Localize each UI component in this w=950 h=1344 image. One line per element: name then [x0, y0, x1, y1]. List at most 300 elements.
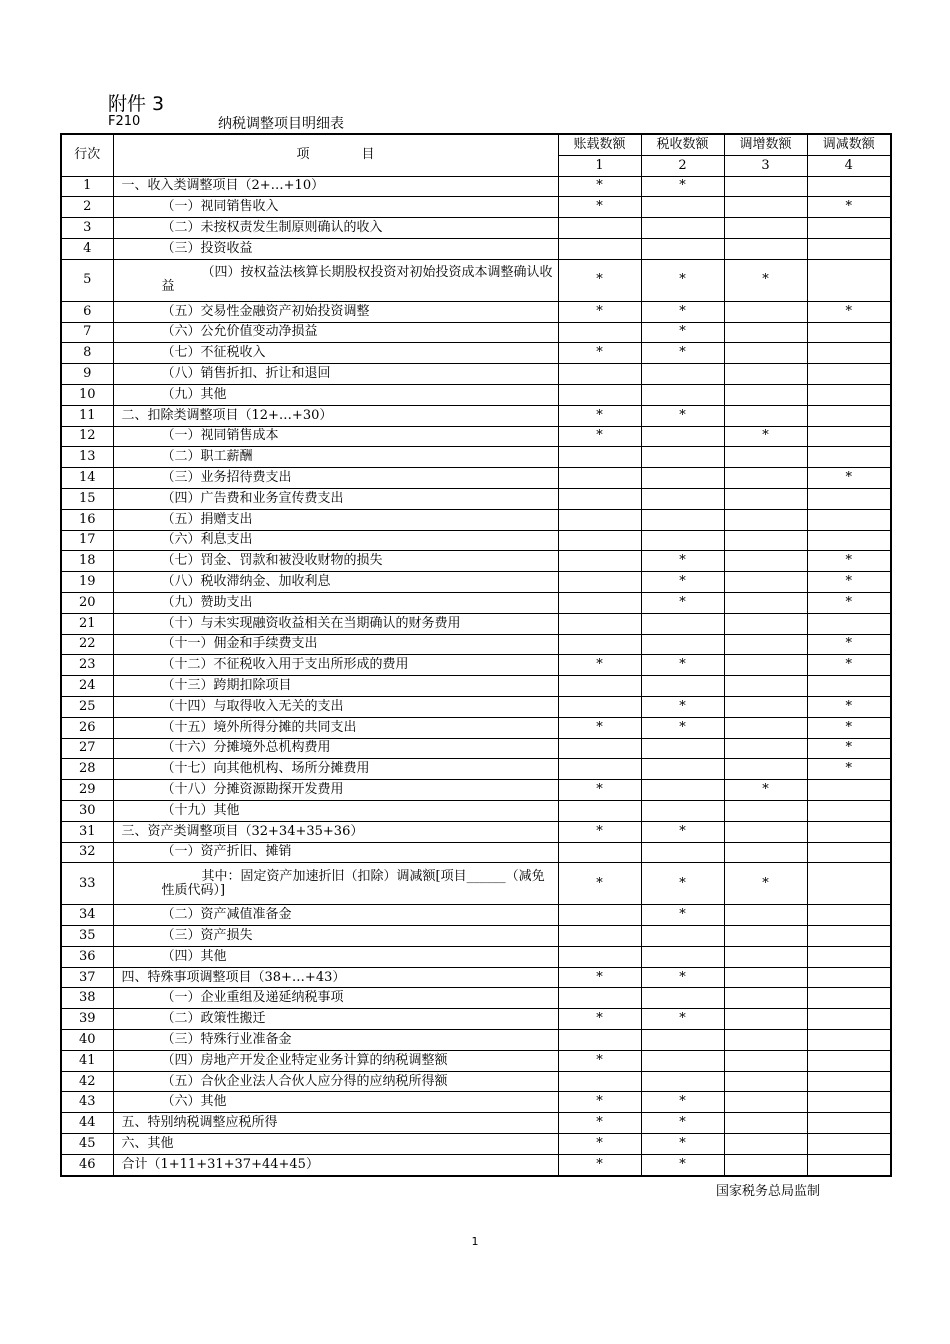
header-col-2-num: 2: [641, 155, 724, 176]
cell-col-3: [724, 926, 807, 947]
row-item: 三、资产类调整项目（32+34+35+36）: [113, 821, 558, 842]
tax-adjustment-table: [60, 133, 892, 1177]
cell-col-4: *: [807, 197, 891, 218]
row-number: 27: [61, 738, 113, 759]
row-number: 25: [61, 696, 113, 717]
cell-col-4: [807, 821, 891, 842]
table-row: [61, 1050, 891, 1071]
cell-col-3: [724, 447, 807, 468]
cell-col-3: [724, 759, 807, 780]
row-item: （七）罚金、罚款和被没收财物的损失: [113, 551, 558, 572]
row-item: （八）税收滞纳金、加收利息: [113, 572, 558, 593]
cell-col-4: [807, 364, 891, 385]
cell-col-3: [724, 572, 807, 593]
cell-col-2: *: [641, 863, 724, 905]
table-row: [61, 780, 891, 801]
row-item: （三）特殊行业准备金: [113, 1030, 558, 1051]
cell-col-1: *: [558, 197, 641, 218]
cell-col-4: [807, 1050, 891, 1071]
cell-col-2: *: [641, 405, 724, 426]
cell-col-4: *: [807, 572, 891, 593]
row-number: 16: [61, 509, 113, 530]
cell-col-4: [807, 1154, 891, 1175]
cell-col-3: [724, 1030, 807, 1051]
cell-col-3: [724, 821, 807, 842]
row-item: （十九）其他: [113, 800, 558, 821]
row-number: 21: [61, 613, 113, 634]
cell-col-2: [641, 238, 724, 259]
header-row-no: 行次: [61, 134, 113, 176]
cell-col-1: *: [558, 176, 641, 197]
header-col-1-label: 账载数额: [558, 134, 641, 155]
cell-col-2: *: [641, 717, 724, 738]
cell-col-4: [807, 926, 891, 947]
cell-col-4: [807, 676, 891, 697]
cell-col-4: [807, 1030, 891, 1051]
row-item: （一）资产折旧、摊销: [113, 842, 558, 863]
row-number: 23: [61, 655, 113, 676]
cell-col-2: [641, 1050, 724, 1071]
cell-col-2: [641, 530, 724, 551]
row-item: （十五）境外所得分摊的共同支出: [113, 717, 558, 738]
header-col-3-label: 调增数额: [724, 134, 807, 155]
row-number: 1: [61, 176, 113, 197]
row-number: 17: [61, 530, 113, 551]
cell-col-4: *: [807, 634, 891, 655]
row-item: （二）资产减值准备金: [113, 905, 558, 926]
row-item: （十一）佣金和手续费支出: [113, 634, 558, 655]
row-number: 5: [61, 259, 113, 301]
row-number: 2: [61, 197, 113, 218]
row-number: 41: [61, 1050, 113, 1071]
cell-col-1: *: [558, 655, 641, 676]
cell-col-2: *: [641, 1154, 724, 1175]
cell-col-4: *: [807, 301, 891, 322]
header-col-3-num: 3: [724, 155, 807, 176]
row-number: 42: [61, 1071, 113, 1092]
cell-col-1: *: [558, 259, 641, 301]
header-col-4-num: 4: [807, 155, 891, 176]
row-number: 8: [61, 343, 113, 364]
row-number: 18: [61, 551, 113, 572]
row-number: 6: [61, 301, 113, 322]
cell-col-1: [558, 738, 641, 759]
row-number: 11: [61, 405, 113, 426]
row-item: 五、特别纳税调整应税所得: [113, 1113, 558, 1134]
cell-col-3: [724, 551, 807, 572]
cell-col-4: [807, 238, 891, 259]
row-item: 其中：固定资产加速折旧（扣除）调减额[项目______（减免性质代码）]: [113, 863, 558, 905]
row-item: （三）业务招待费支出: [113, 468, 558, 489]
row-item: （六）利息支出: [113, 530, 558, 551]
cell-col-4: [807, 488, 891, 509]
row-item: （二）未按权责发生制原则确认的收入: [113, 218, 558, 239]
table-row: [61, 676, 891, 697]
cell-col-4: [807, 176, 891, 197]
table-row: [61, 759, 891, 780]
cell-col-2: *: [641, 176, 724, 197]
cell-col-3: [724, 1092, 807, 1113]
row-item: （五）合伙企业法人合伙人应分得的应纳税所得额: [113, 1071, 558, 1092]
row-number: 34: [61, 905, 113, 926]
table-row: [61, 842, 891, 863]
table-row: [61, 988, 891, 1009]
cell-col-2: *: [641, 967, 724, 988]
cell-col-2: [641, 218, 724, 239]
row-item: （七）不征税收入: [113, 343, 558, 364]
table-row: [61, 218, 891, 239]
cell-col-2: *: [641, 696, 724, 717]
cell-col-3: *: [724, 780, 807, 801]
cell-col-4: *: [807, 551, 891, 572]
cell-col-1: *: [558, 1050, 641, 1071]
cell-col-3: [724, 1113, 807, 1134]
cell-col-3: [724, 800, 807, 821]
attachment-label: 附件 3: [108, 93, 165, 115]
row-item: （一）视同销售收入: [113, 197, 558, 218]
cell-col-2: [641, 426, 724, 447]
cell-col-3: [724, 218, 807, 239]
cell-col-2: *: [641, 572, 724, 593]
row-number: 28: [61, 759, 113, 780]
cell-col-1: [558, 447, 641, 468]
cell-col-1: [558, 551, 641, 572]
cell-col-1: [558, 364, 641, 385]
table-row: [61, 572, 891, 593]
cell-col-3: [724, 634, 807, 655]
table-row: [61, 592, 891, 613]
table-row: [61, 1030, 891, 1051]
row-number: 33: [61, 863, 113, 905]
cell-col-4: *: [807, 592, 891, 613]
cell-col-3: [724, 468, 807, 489]
cell-col-3: [724, 613, 807, 634]
table-row: [61, 447, 891, 468]
row-item: （十六）分摊境外总机构费用: [113, 738, 558, 759]
row-item: 六、其他: [113, 1134, 558, 1155]
cell-col-4: *: [807, 655, 891, 676]
row-number: 37: [61, 967, 113, 988]
cell-col-2: [641, 759, 724, 780]
table-row: [61, 259, 891, 301]
cell-col-1: *: [558, 1134, 641, 1155]
cell-col-1: *: [558, 1154, 641, 1175]
cell-col-4: [807, 863, 891, 905]
cell-col-1: *: [558, 1113, 641, 1134]
table-row: [61, 343, 891, 364]
cell-col-4: [807, 905, 891, 926]
cell-col-1: [558, 530, 641, 551]
cell-col-2: [641, 364, 724, 385]
cell-col-1: [558, 1030, 641, 1051]
cell-col-3: [724, 592, 807, 613]
cell-col-1: [558, 946, 641, 967]
cell-col-3: [724, 1071, 807, 1092]
cell-col-3: [724, 842, 807, 863]
cell-col-2: [641, 1030, 724, 1051]
cell-col-2: [641, 946, 724, 967]
cell-col-4: [807, 946, 891, 967]
cell-col-4: *: [807, 738, 891, 759]
row-item: （一）企业重组及递延纳税事项: [113, 988, 558, 1009]
row-number: 20: [61, 592, 113, 613]
row-number: 35: [61, 926, 113, 947]
cell-col-3: [724, 988, 807, 1009]
row-item: （八）销售折扣、折让和退回: [113, 364, 558, 385]
table-row: [61, 551, 891, 572]
cell-col-3: [724, 238, 807, 259]
row-item: （十二）不征税收入用于支出所形成的费用: [113, 655, 558, 676]
row-number: 3: [61, 218, 113, 239]
cell-col-3: *: [724, 426, 807, 447]
cell-col-4: [807, 967, 891, 988]
form-title: 纳税调整项目明细表: [218, 116, 344, 132]
cell-col-2: [641, 988, 724, 1009]
row-number: 15: [61, 488, 113, 509]
row-item: 合计（1+11+31+37+44+45）: [113, 1154, 558, 1175]
table-row: [61, 905, 891, 926]
cell-col-3: [724, 322, 807, 343]
cell-col-4: *: [807, 759, 891, 780]
footer-note: 国家税务总局监制: [716, 1184, 821, 1199]
cell-col-1: *: [558, 780, 641, 801]
cell-col-4: [807, 988, 891, 1009]
cell-col-4: *: [807, 717, 891, 738]
cell-col-2: *: [641, 343, 724, 364]
cell-col-2: [641, 613, 724, 634]
cell-col-3: [724, 405, 807, 426]
cell-col-2: *: [641, 322, 724, 343]
row-number: 29: [61, 780, 113, 801]
row-item: （六）公允价值变动净损益: [113, 322, 558, 343]
table-row: [61, 322, 891, 343]
row-item: （二）职工薪酬: [113, 447, 558, 468]
row-number: 30: [61, 800, 113, 821]
cell-col-1: *: [558, 717, 641, 738]
cell-col-2: *: [641, 1113, 724, 1134]
table-row: [61, 197, 891, 218]
table-row: [61, 238, 891, 259]
row-number: 40: [61, 1030, 113, 1051]
header-row: [61, 134, 891, 155]
row-item: （三）投资收益: [113, 238, 558, 259]
table-row: [61, 1134, 891, 1155]
table-row: [61, 821, 891, 842]
row-item: （九）其他: [113, 384, 558, 405]
row-number: 38: [61, 988, 113, 1009]
table-row: [61, 613, 891, 634]
row-item: （十八）分摊资源勘探开发费用: [113, 780, 558, 801]
cell-col-2: [641, 488, 724, 509]
cell-col-2: *: [641, 1134, 724, 1155]
cell-col-4: [807, 322, 891, 343]
cell-col-1: *: [558, 426, 641, 447]
table-row: [61, 696, 891, 717]
row-number: 31: [61, 821, 113, 842]
cell-col-2: *: [641, 821, 724, 842]
cell-col-1: [558, 509, 641, 530]
cell-col-3: [724, 905, 807, 926]
table-row: [61, 1154, 891, 1175]
table-row: [61, 384, 891, 405]
cell-col-3: [724, 509, 807, 530]
cell-col-4: *: [807, 468, 891, 489]
cell-col-1: [558, 592, 641, 613]
row-number: 26: [61, 717, 113, 738]
cell-col-3: [724, 1009, 807, 1030]
cell-col-2: *: [641, 301, 724, 322]
cell-col-2: [641, 800, 724, 821]
table-row: [61, 634, 891, 655]
table-row: [61, 1071, 891, 1092]
row-item: （六）其他: [113, 1092, 558, 1113]
cell-col-1: [558, 696, 641, 717]
cell-col-2: *: [641, 655, 724, 676]
table-row: [61, 530, 891, 551]
cell-col-1: [558, 322, 641, 343]
row-number: 22: [61, 634, 113, 655]
table-row: [61, 468, 891, 489]
cell-col-4: [807, 1009, 891, 1030]
row-item: （四）房地产开发企业特定业务计算的纳税调整额: [113, 1050, 558, 1071]
cell-col-3: [724, 676, 807, 697]
cell-col-1: *: [558, 1092, 641, 1113]
table-row: [61, 405, 891, 426]
table-row: [61, 488, 891, 509]
row-item: （四）其他: [113, 946, 558, 967]
table-row: [61, 426, 891, 447]
cell-col-1: *: [558, 301, 641, 322]
cell-col-4: [807, 259, 891, 301]
row-number: 12: [61, 426, 113, 447]
cell-col-1: [558, 468, 641, 489]
cell-col-4: [807, 426, 891, 447]
row-number: 10: [61, 384, 113, 405]
cell-col-2: [641, 738, 724, 759]
cell-col-3: [724, 364, 807, 385]
cell-col-1: [558, 488, 641, 509]
row-number: 24: [61, 676, 113, 697]
cell-col-2: [641, 842, 724, 863]
cell-col-3: [724, 384, 807, 405]
cell-col-3: [724, 176, 807, 197]
cell-col-3: [724, 738, 807, 759]
cell-col-4: [807, 1071, 891, 1092]
cell-col-4: [807, 218, 891, 239]
cell-col-1: *: [558, 405, 641, 426]
cell-col-2: *: [641, 551, 724, 572]
cell-col-1: [558, 634, 641, 655]
cell-col-3: *: [724, 863, 807, 905]
cell-col-3: [724, 530, 807, 551]
cell-col-4: [807, 384, 891, 405]
row-number: 36: [61, 946, 113, 967]
table-row: [61, 364, 891, 385]
cell-col-3: [724, 1154, 807, 1175]
table-row: [61, 509, 891, 530]
page-number: 1: [471, 1235, 479, 1248]
cell-col-3: [724, 1134, 807, 1155]
table-row: [61, 717, 891, 738]
cell-col-4: [807, 800, 891, 821]
table-row: [61, 800, 891, 821]
cell-col-2: [641, 509, 724, 530]
cell-col-2: [641, 634, 724, 655]
row-number: 7: [61, 322, 113, 343]
cell-col-1: [558, 759, 641, 780]
cell-col-1: [558, 238, 641, 259]
cell-col-4: [807, 1092, 891, 1113]
cell-col-4: [807, 343, 891, 364]
cell-col-1: [558, 676, 641, 697]
row-number: 9: [61, 364, 113, 385]
cell-col-4: *: [807, 696, 891, 717]
header-item: 项 目: [113, 134, 558, 176]
table-row: [61, 176, 891, 197]
row-number: 32: [61, 842, 113, 863]
row-item: （五）交易性金融资产初始投资调整: [113, 301, 558, 322]
row-item: （三）资产损失: [113, 926, 558, 947]
row-item: （十七）向其他机构、场所分摊费用: [113, 759, 558, 780]
row-number: 19: [61, 572, 113, 593]
cell-col-1: [558, 1071, 641, 1092]
table-row: [61, 926, 891, 947]
cell-col-3: [724, 488, 807, 509]
row-item: 二、扣除类调整项目（12+…+30）: [113, 405, 558, 426]
cell-col-2: *: [641, 1092, 724, 1113]
header-col-4-label: 调减数额: [807, 134, 891, 155]
cell-col-2: [641, 197, 724, 218]
cell-col-1: [558, 842, 641, 863]
cell-col-1: [558, 384, 641, 405]
cell-col-3: [724, 1050, 807, 1071]
cell-col-3: [724, 696, 807, 717]
row-item: （十三）跨期扣除项目: [113, 676, 558, 697]
cell-col-2: [641, 676, 724, 697]
cell-col-1: [558, 926, 641, 947]
cell-col-2: *: [641, 1009, 724, 1030]
table-row: [61, 655, 891, 676]
cell-col-1: [558, 613, 641, 634]
cell-col-4: [807, 1134, 891, 1155]
cell-col-1: *: [558, 967, 641, 988]
cell-col-1: *: [558, 821, 641, 842]
row-number: 4: [61, 238, 113, 259]
cell-col-2: [641, 468, 724, 489]
row-item: （十）与未实现融资收益相关在当期确认的财务费用: [113, 613, 558, 634]
cell-col-2: [641, 384, 724, 405]
cell-col-1: [558, 800, 641, 821]
cell-col-4: [807, 530, 891, 551]
cell-col-3: [724, 301, 807, 322]
cell-col-1: [558, 988, 641, 1009]
cell-col-2: *: [641, 259, 724, 301]
table-row: [61, 946, 891, 967]
row-item: （五）捐赠支出: [113, 509, 558, 530]
cell-col-2: [641, 780, 724, 801]
cell-col-2: [641, 447, 724, 468]
row-number: 14: [61, 468, 113, 489]
table-row: [61, 301, 891, 322]
table-row: [61, 1092, 891, 1113]
cell-col-3: [724, 967, 807, 988]
row-number: 39: [61, 1009, 113, 1030]
cell-col-4: [807, 405, 891, 426]
table-row: [61, 1113, 891, 1134]
cell-col-3: [724, 717, 807, 738]
cell-col-1: [558, 572, 641, 593]
table-row: [61, 738, 891, 759]
